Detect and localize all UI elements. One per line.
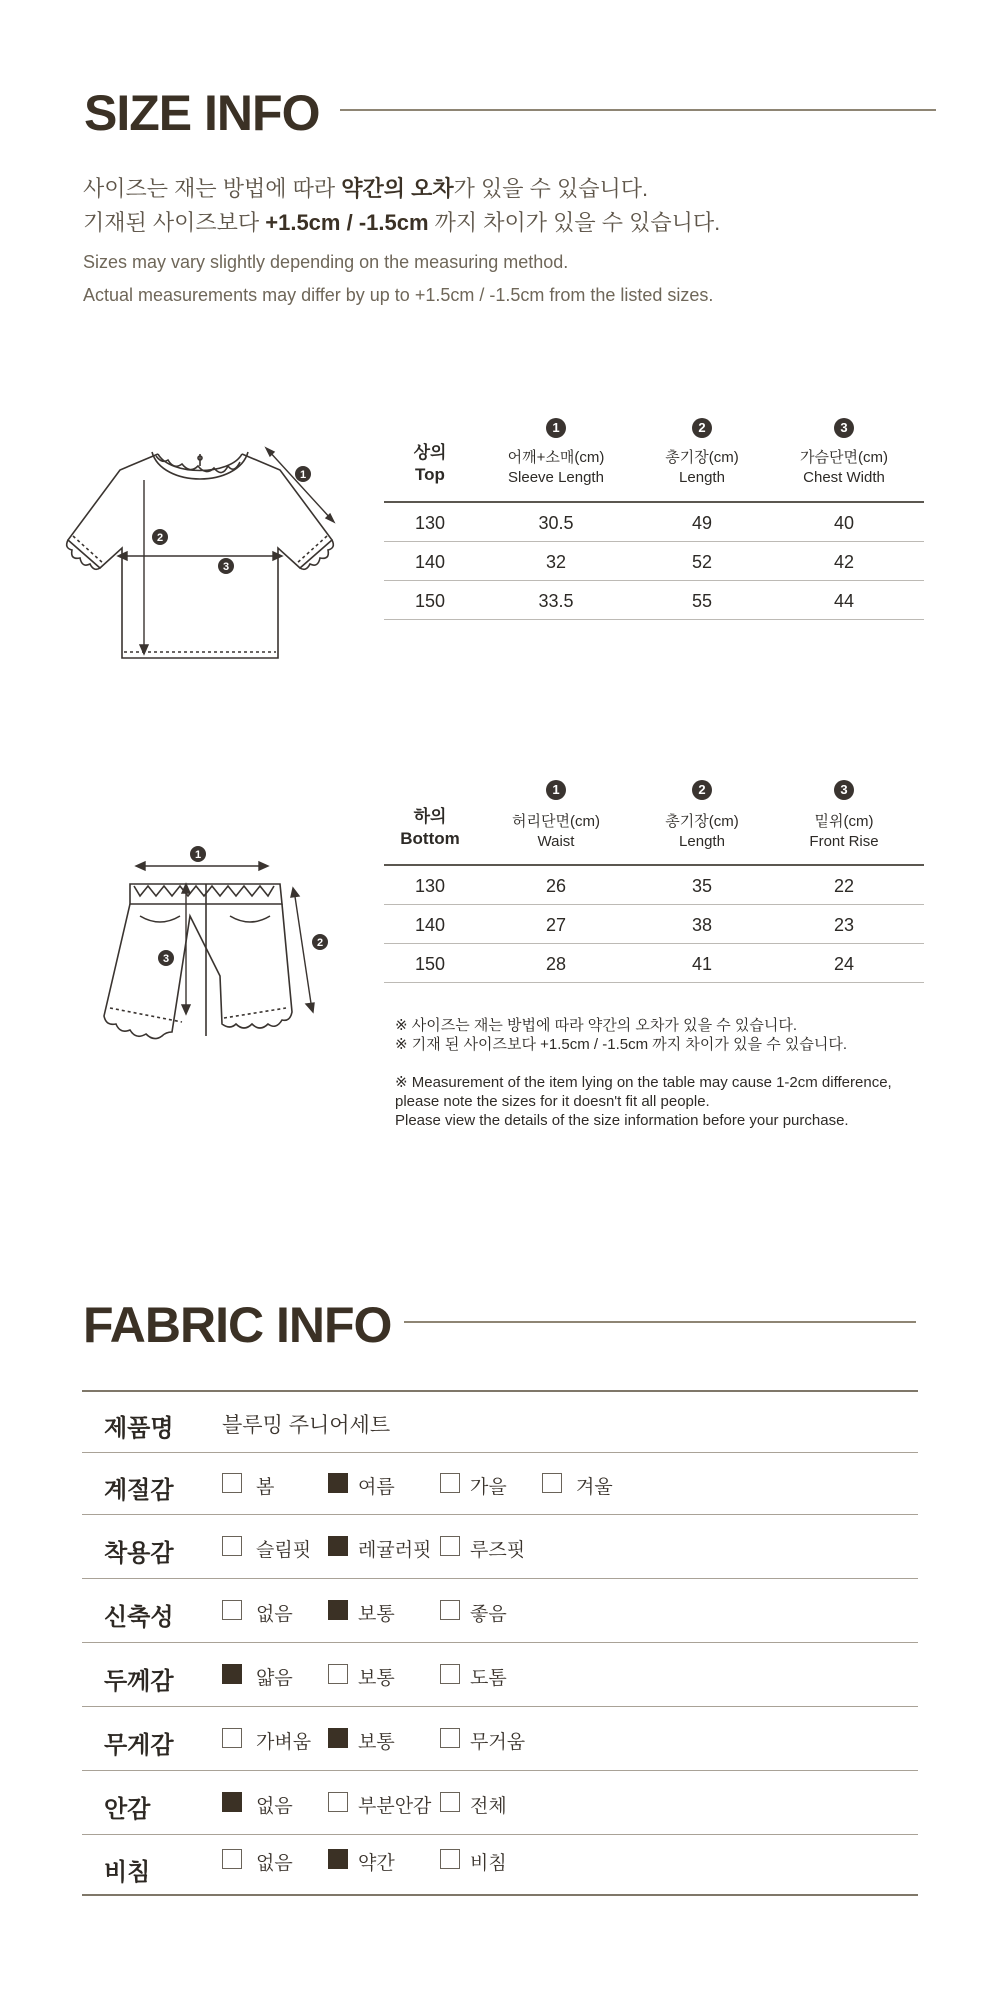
size-info-divider [340, 109, 936, 111]
value-cell: 38 [691, 915, 713, 935]
bottom-col2-header: 총기장(cm) Length [665, 813, 739, 850]
checkbox-winter[interactable] [542, 1473, 562, 1493]
value-cell: 22 [833, 876, 855, 896]
product-label: 제품명 [104, 1415, 174, 1442]
table-row [384, 542, 924, 581]
bottom-diagram-label-2: 2 [316, 937, 324, 949]
size-cell: 140 [414, 552, 446, 572]
top-col2-header: 총기장(cm) Length [665, 449, 739, 486]
fabric-row-label: 착용감 [104, 1540, 174, 1567]
bottom-col3-header: 밑위(cm) Front Rise [809, 813, 879, 850]
top-diagram-label-3: 3 [222, 561, 230, 573]
checkbox-sheer-yes[interactable] [440, 1849, 460, 1869]
note-en-2: please note the sizes for it doesn't fit all people. [395, 1093, 710, 1110]
value-cell: 52 [691, 552, 713, 572]
value-cell: 44 [833, 591, 855, 611]
top-col2-number: 2 [692, 418, 712, 438]
option-label: 보통 [358, 1732, 395, 1753]
option-label: 없음 [256, 1796, 293, 1817]
bottom-table-header [384, 780, 924, 870]
option-label: 부분안감 [358, 1796, 432, 1817]
note-en-3: Please view the details of the size information before your purchase. [395, 1112, 849, 1129]
top-col1-header: 어깨+소매(cm) Sleeve Length [507, 449, 605, 486]
table-row [384, 503, 924, 542]
option-label: 가벼움 [256, 1732, 312, 1753]
fabric-info-divider [404, 1321, 916, 1323]
top-col1-number: 1 [546, 418, 566, 438]
value-cell: 40 [833, 513, 855, 533]
top-diagram-label-1: 1 [299, 469, 307, 481]
fabric-row-season [82, 1452, 918, 1514]
bottom-col1-number: 1 [546, 780, 566, 800]
checkbox-loose-fit[interactable] [440, 1536, 460, 1556]
fabric-row-label: 계절감 [104, 1477, 174, 1504]
top-diagram-label-2: 2 [156, 532, 164, 544]
bottom-col3-number: 3 [834, 780, 854, 800]
value-cell: 41 [691, 954, 713, 974]
fabric-row-lining [82, 1770, 918, 1834]
fabric-row-thickness [82, 1642, 918, 1706]
value-cell: 32 [545, 552, 567, 572]
bottom-col1-header: 허리단면(cm) Waist [512, 813, 600, 850]
top-garment-illustration [60, 440, 350, 670]
bottom-diagram-label-3: 3 [162, 953, 170, 965]
value-cell: 55 [691, 591, 713, 611]
checkbox-regular-fit[interactable] [328, 1536, 348, 1556]
option-label: 없음 [256, 1853, 293, 1874]
option-label: 없음 [256, 1604, 293, 1625]
fabric-row-weight [82, 1706, 918, 1770]
bottom-category-label: 하의 Bottom [400, 807, 460, 848]
size-cell: 140 [414, 915, 446, 935]
size-cell: 130 [414, 513, 446, 533]
checkbox-thin[interactable] [222, 1664, 242, 1684]
option-label: 좋음 [470, 1604, 507, 1625]
option-label: 얇음 [256, 1668, 293, 1689]
checkbox-sheer-none[interactable] [222, 1849, 242, 1869]
checkbox-stretch-none[interactable] [222, 1600, 242, 1620]
top-col3-header: 가슴단면(cm) Chest Width [800, 449, 888, 486]
fabric-row-label: 무게감 [104, 1732, 174, 1759]
table-row [384, 866, 924, 905]
size-cell: 150 [414, 591, 446, 611]
option-label: 레귤러핏 [358, 1540, 432, 1561]
bottom-garment-illustration [90, 846, 350, 1046]
checkbox-stretch-good[interactable] [440, 1600, 460, 1620]
checkbox-light[interactable] [222, 1728, 242, 1748]
en-note-line2: Actual measurements may differ by up to +1.5cm / -1.5cm from the listed sizes. [83, 285, 714, 305]
option-label: 도톰 [470, 1668, 507, 1689]
checkbox-spring[interactable] [222, 1473, 242, 1493]
option-label: 무거움 [470, 1732, 526, 1753]
option-label: 여름 [358, 1477, 395, 1498]
option-label: 보통 [358, 1604, 395, 1625]
note-ko-1: ※ 사이즈는 재는 방법에 따라 약간의 오차가 있을 수 있습니다. [395, 1017, 798, 1034]
fabric-row-stretch [82, 1578, 918, 1642]
ko-note-line1: 사이즈는 재는 방법에 따라 약간의 오차가 있을 수 있습니다. [83, 176, 649, 201]
option-label: 비침 [470, 1853, 507, 1874]
fabric-row-label: 두께감 [104, 1668, 174, 1695]
value-cell: 26 [545, 876, 567, 896]
option-label: 겨울 [576, 1477, 613, 1498]
en-note-line1: Sizes may vary slightly depending on the measuring method. [83, 252, 569, 272]
checkbox-thickness-normal[interactable] [328, 1664, 348, 1684]
checkbox-heavy[interactable] [440, 1728, 460, 1748]
value-cell: 23 [833, 915, 855, 935]
value-cell: 28 [545, 954, 567, 974]
option-label: 슬림핏 [256, 1540, 312, 1561]
value-cell: 30.5 [538, 513, 574, 533]
top-size-table [384, 418, 924, 611]
checkbox-thick[interactable] [440, 1664, 460, 1684]
bottom-col2-number: 2 [692, 780, 712, 800]
fabric-row-label: 신축성 [104, 1604, 174, 1631]
checkbox-summer[interactable] [328, 1473, 348, 1493]
checkbox-lining-partial[interactable] [328, 1792, 348, 1812]
table-row [384, 581, 924, 620]
option-label: 전체 [470, 1796, 507, 1817]
fabric-row-sheerness [82, 1834, 918, 1896]
product-name: 블루밍 주니어세트 [222, 1414, 391, 1437]
checkbox-autumn[interactable] [440, 1473, 460, 1493]
checkbox-weight-normal[interactable] [328, 1728, 348, 1748]
note-en-1: ※ Measurement of the item lying on the table may cause 1-2cm difference, [395, 1074, 892, 1091]
value-cell: 49 [691, 513, 713, 533]
table-row [384, 905, 924, 944]
value-cell: 35 [691, 876, 713, 896]
ko-note-line2: 기재된 사이즈보다 +1.5cm / -1.5cm 까지 차이가 있을 수 있습니다. [83, 210, 721, 235]
checkbox-slim-fit[interactable] [222, 1536, 242, 1556]
checkbox-lining-none[interactable] [222, 1792, 242, 1812]
fabric-info-title: FABRIC INFO [83, 1297, 392, 1353]
table-row [384, 944, 924, 983]
size-info-title: SIZE INFO [84, 85, 320, 141]
top-category-label: 상의 Top [413, 443, 447, 484]
checkbox-sheer-slight[interactable] [328, 1849, 348, 1869]
fabric-table-bottom-border [82, 1894, 918, 1896]
bottom-size-table [384, 780, 924, 974]
value-cell: 27 [545, 915, 567, 935]
checkbox-lining-full[interactable] [440, 1792, 460, 1812]
option-label: 가을 [470, 1477, 507, 1498]
fabric-row-fit [82, 1514, 918, 1578]
top-table-header [384, 418, 924, 508]
option-label: 보통 [358, 1668, 395, 1689]
note-ko-2: ※ 기재 된 사이즈보다 +1.5cm / -1.5cm 까지 차이가 있을 수 있습니다. [395, 1036, 847, 1053]
bottom-diagram-label-1: 1 [194, 849, 202, 861]
checkbox-stretch-normal[interactable] [328, 1600, 348, 1620]
fabric-row-label: 비침 [104, 1859, 151, 1886]
top-col3-number: 3 [834, 418, 854, 438]
size-cell: 150 [414, 954, 446, 974]
fabric-row-product [82, 1392, 918, 1452]
option-label: 약간 [358, 1853, 395, 1874]
size-cell: 130 [414, 876, 446, 896]
value-cell: 33.5 [538, 591, 574, 611]
fabric-row-label: 안감 [104, 1796, 151, 1823]
option-label: 루즈핏 [470, 1540, 526, 1561]
option-label: 봄 [256, 1477, 275, 1498]
value-cell: 42 [833, 552, 855, 572]
value-cell: 24 [833, 954, 855, 974]
